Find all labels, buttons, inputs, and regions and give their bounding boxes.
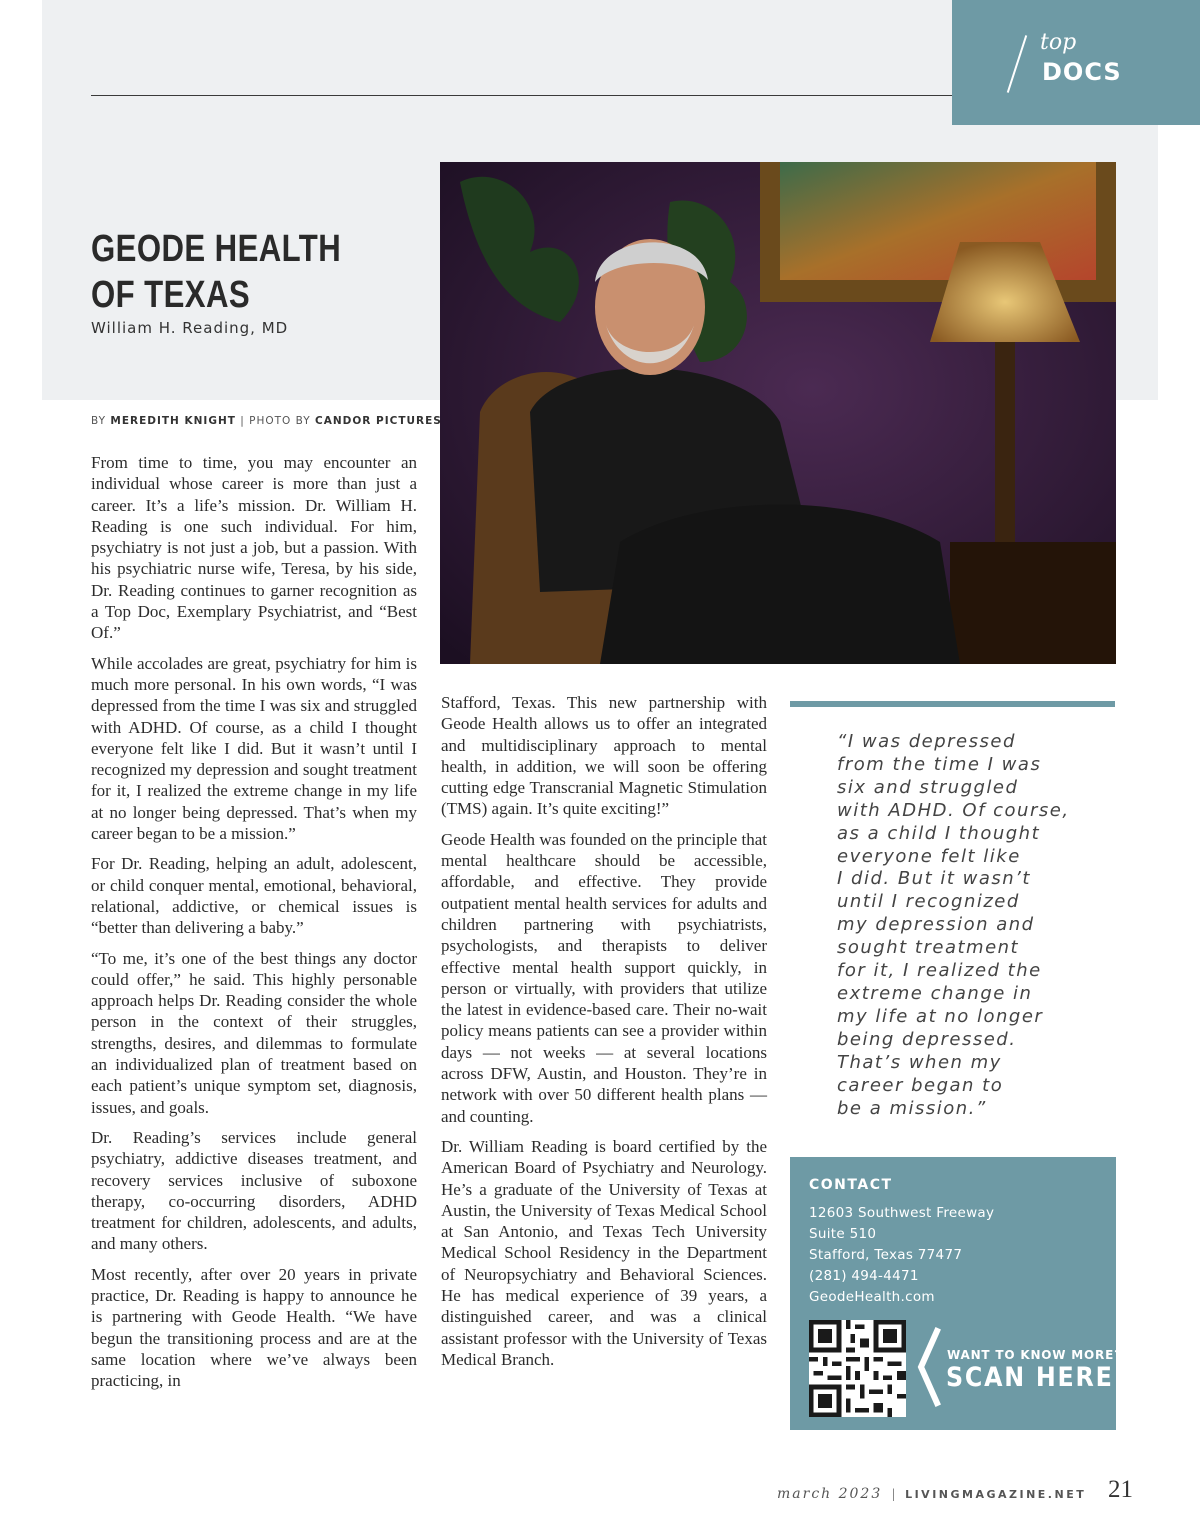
title-line-2: OF TEXAS: [91, 274, 251, 316]
body-column-2: [441, 692, 767, 1379]
byline-photo-label: | PHOTO BY: [240, 415, 311, 427]
qr-code[interactable]: [809, 1320, 906, 1417]
contact-box: [790, 1157, 1127, 1430]
byline-photographer: CANDOR PICTURES: [315, 415, 442, 427]
paragraph: Geode Health was founded on the principle that mental healthcare should be accessible, affordable, and effective. They provide outpatient mental health services for adults and children partnering with psychiatrists, psychologists, and therapists to deliver effective mental health support quickly, in person or virtually, with providers that utilize the latest in evidence-based care. Their no-wait policy means patients can see a provider within days — not weeks — at several locations across DFW, Austin, and Houston. They’re in network with over 50 different health plans — and counting.: [441, 829, 767, 1126]
paragraph: Stafford, Texas. This new partnership with Geode Health allows us to offer an integrated and multidisciplinary approach to mental health, in addition, we will soon be offering cutting edge Transcranial Magnetic Stimulation (TMS) again. It’s quite exciting!”: [441, 693, 767, 819]
footer-issue-date: march 2023: [777, 1486, 883, 1502]
article-title: [91, 226, 370, 318]
paragraph: “To me, it’s one of the best things any doctor could offer,” he said. This highly personable approach helps Dr. Reading consider the whole person in the context of their struggles, strengths, desires, and dilemmas to formulate an individualized plan of treatment based on each patient’s unique symptom set, diagnosis, issues, and goals.: [91, 948, 417, 1117]
paragraph: Dr. William Reading is board certified by the American Board of Psychiatry and Neurology. He’s a graduate of the University of Texas at Austin, the University of Texas Medical School at San Antonio, and Texas Tech University Medical School Residency in the Department of Neuropsychiatry and Behavioral Sciences. He has medical experience of 39 years, a distinguished career, and was a clinical assistant professor with the University of Texas Medical Branch.: [441, 1136, 767, 1369]
contact-phone[interactable]: (281) 494-4471: [809, 1268, 919, 1284]
contact-heading: CONTACT: [809, 1177, 893, 1193]
body-column-1: [91, 452, 417, 1400]
tab-label-top: top: [1040, 30, 1077, 55]
byline-author: MEREDITH KNIGHT: [110, 415, 236, 427]
tab-label-docs: DOCS: [1042, 58, 1122, 86]
byline: [91, 415, 442, 427]
qr-code-graphic: [809, 1320, 906, 1417]
page-number: 21: [1108, 1476, 1133, 1503]
cta-scan-here: SCAN HERE!: [946, 1362, 1127, 1393]
paragraph: Most recently, after over 20 years in private practice, Dr. Reading is happy to announce he is partnering with Geode Health. “We have begun the transitioning process and are at the same location where we’ve always been practicing, in: [91, 1264, 417, 1391]
chevron-left-icon: [913, 1327, 943, 1407]
contact-city: Stafford, Texas 77477: [809, 1247, 963, 1263]
byline-by-label: BY: [91, 415, 107, 427]
contact-address-line-2: Suite 510: [809, 1226, 877, 1242]
header-rule: [91, 95, 953, 96]
footer-separator: |: [892, 1487, 896, 1502]
page-footer: [777, 1486, 1086, 1503]
tab-slash: [1007, 35, 1027, 93]
cta-want-to-know-more: WANT TO KNOW MORE?: [947, 1348, 1122, 1362]
article-subtitle: William H. Reading, MD: [91, 319, 289, 337]
pull-quote: “I was depressed from the time I was six and struggled with ADHD. Of course, as a child I thought everyone felt like I did. But it wasn’t until I recognized my depression and sought treatment for it, I realized the extreme change in my life at no longer being depressed. That’s when my career began to be a mission.”: [837, 731, 1070, 1119]
footer-website[interactable]: LIVINGMAGAZINE.NET: [905, 1488, 1087, 1501]
portrait-illustration: [440, 162, 1116, 664]
paragraph: From time to time, you may encounter an individual whose career is more than just a career. It’s a life’s mission. Dr. William H. Reading is one such individual. For him, psychiatry is not just a job, but a passion. With his psychiatric nurse wife, Teresa, by his side, Dr. Reading continues to garner recognition as a Top Doc, Exemplary Psychiatrist, and “Best Of.”: [91, 453, 417, 643]
doctor-portrait-photo: [440, 162, 1116, 664]
section-tab: [952, 0, 1200, 125]
contact-address-line-1: 12603 Southwest Freeway: [809, 1205, 995, 1221]
paragraph: Dr. Reading’s services include general psychiatry, addictive diseases treatment, and recovery services inclusive of suboxone therapy, co-occurring disorders, ADHD treatment for children, adolescents, and adults, and many others.: [91, 1127, 417, 1254]
paragraph: While accolades are great, psychiatry for him is much more personal. In his own words, “I was depressed from the time I was six and struggled with ADHD. Of course, as a child I thought everyone felt like I did. But it wasn’t until I recognized my depression and sought treatment for it, I realized the extreme change in my life at no longer being depressed. That’s when my career began to be a mission.”: [91, 653, 417, 844]
contact-website[interactable]: GeodeHealth.com: [809, 1289, 935, 1305]
pull-quote-rule: [790, 701, 1115, 707]
paragraph: For Dr. Reading, helping an adult, adolescent, or child conquer mental, emotional, behavioral, relational, addictive, or chemical issues is “better than delivering a baby.”: [91, 854, 417, 938]
title-line-1: GEODE HEALTH: [91, 228, 342, 270]
